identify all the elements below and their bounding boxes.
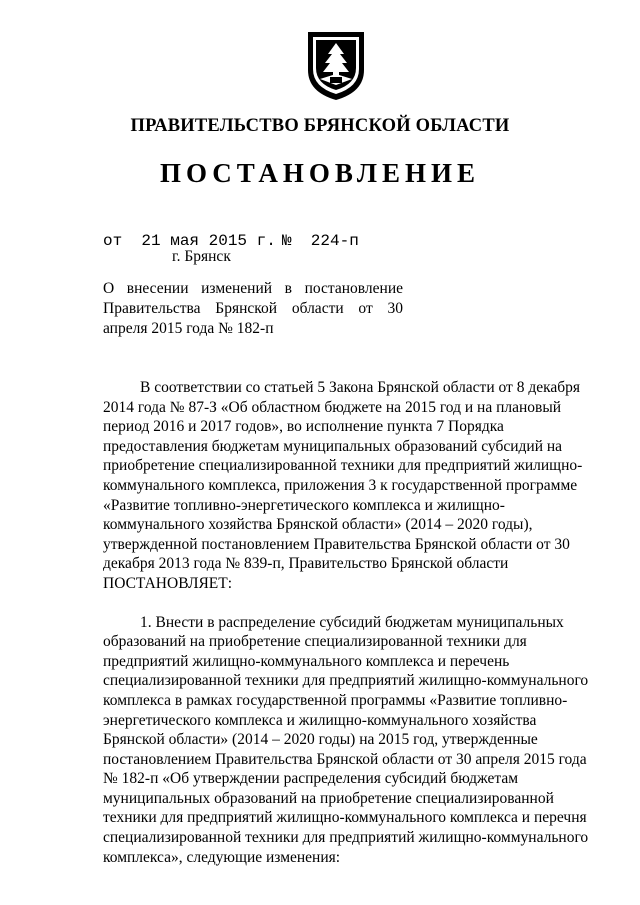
document-number: № 224-п	[282, 232, 359, 250]
document-body	[103, 378, 593, 867]
coat-of-arms-emblem	[306, 30, 366, 102]
item-1-paragraph: 1. Внести в распределение субсидий бюджетам муниципальных образований на приобретение специализированной техники для предприятий жилищно-коммунального комплекса и перечень специализированной техники для предприятий жилищно-коммунального комплекса в рамках государственной программы «Развитие топливно-энергетического комплекса и жилищно-коммунального хозяйства Брянской области» (2014 – 2020 годы) на 2015 год, утвержденные постановлением Правительства Брянской области от 30 апреля 2015 года № 182-п «Об утверждении распределения субсидий бюджетам муниципальных образований на приобретение специализированной техники для предприятий жилищно-коммунального комплекса и перечня специализированной техники для предприятий жилищно-коммунального комплекса», следующие изменения:	[103, 613, 589, 866]
document-subject: О внесении изменений в постановление Правительства Брянской области от 30 апреля 2015 года № 182-п	[103, 280, 403, 337]
document-date: от 21 мая 2015 г.	[103, 232, 276, 250]
document-city: г. Брянск	[172, 248, 231, 265]
preamble-paragraph: В соответствии со статьей 5 Закона Брянской области от 8 декабря 2014 года № 87-З «Об областном бюджете на 2015 год и на плановый период 2016 и 2017 годов», во исполнение пункта 7 Порядка предоставления бюджетам муниципальных образований субсидий на приобретение специализированной техники для предприятий жилищно-коммунального комплекса, приложения 3 к государственной программе «Развитие топливно-энергетического комплекса и жилищно-коммунального хозяйства Брянской области» (2014 – 2020 годы), утвержденной постановлением Правительства Брянской области от 30 декабря 2013 года № 839-п, Правительство Брянской области	[103, 379, 583, 573]
document-type-title: ПОСТАНОВЛЕНИЕ	[159, 158, 481, 188]
organization-title: ПРАВИТЕЛЬСТВО БРЯНСКОЙ ОБЛАСТИ	[130, 116, 510, 136]
resolves-heading: ПОСТАНОВЛЯЕТ:	[103, 574, 233, 592]
